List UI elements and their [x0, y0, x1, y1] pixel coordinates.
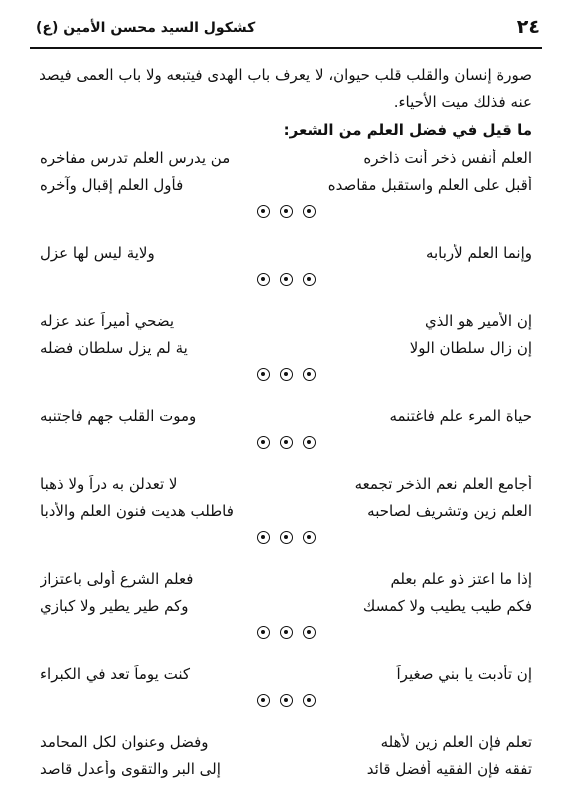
- ornament-separator: [40, 268, 532, 295]
- verse-second-hemistich: من يدرس العلم تدرس مفاخره: [40, 149, 231, 167]
- verse-line: [40, 309, 532, 336]
- verse-line: [40, 730, 532, 757]
- poem-block: [40, 662, 532, 716]
- verse-second-hemistich: فاطلب هديت فنون العلم والأدبا: [40, 502, 234, 520]
- flower-ornament-icon: [303, 531, 316, 544]
- verse-first-hemistich: حياة المرء علم فاغتنمه: [389, 407, 532, 425]
- verse-second-hemistich: ية لم يزل سلطان فضله: [40, 339, 188, 357]
- flower-ornament-icon: [303, 694, 316, 707]
- verse-second-hemistich: إلى البر والتقوى وأعدل قاصد: [40, 760, 221, 778]
- verse-line: [40, 173, 532, 200]
- verse-line: [40, 146, 532, 173]
- verse-first-hemistich: أجامع العلم نعم الذخر تجمعه: [354, 475, 532, 493]
- prose-paragraph: [40, 62, 532, 116]
- flower-ornament-icon: [280, 368, 293, 381]
- ornament-separator: [40, 363, 532, 390]
- flower-ornament-icon: [257, 273, 270, 286]
- verse-second-hemistich: وكم طير يطير ولا كبازي: [40, 597, 189, 615]
- stanza-gap: [40, 553, 532, 567]
- verse-line: [40, 567, 532, 594]
- section-heading: ما قيل في فضل العلم من الشعر:: [283, 121, 532, 139]
- verse-second-hemistich: كنت يوماً تعد في الكبراء: [40, 665, 190, 683]
- stanza-gap: [40, 227, 532, 241]
- stanza-gap: [40, 648, 532, 662]
- flower-ornament-icon: [303, 205, 316, 218]
- flower-ornament-icon: [280, 626, 293, 639]
- verse-first-hemistich: تعلم فإن العلم زين لأهله: [380, 733, 532, 751]
- verse-first-hemistich: تفقه فإن الفقيه أفضل قائد: [366, 760, 532, 778]
- poem-block: [40, 241, 532, 295]
- header-rule: [30, 47, 542, 49]
- stanza-gap: [40, 716, 532, 730]
- running-title: كشكول السيد محسن الأمين (ع): [36, 20, 256, 36]
- flower-ornament-icon: [257, 368, 270, 381]
- ornament-separator: [40, 621, 532, 648]
- poems-list: [40, 146, 532, 784]
- verse-line: [40, 472, 532, 499]
- verse-line: [40, 594, 532, 621]
- poem-block: [40, 472, 532, 553]
- verse-second-hemistich: ولاية ليس لها عزل: [40, 244, 155, 262]
- stanza-gap: [40, 458, 532, 472]
- verse-line: [40, 499, 532, 526]
- verse-first-hemistich: العلم زين وتشريف لصاحبه: [367, 502, 532, 520]
- poem-block: [40, 146, 532, 227]
- verse-second-hemistich: وفضل وعنوان لكل المحامد: [40, 733, 209, 751]
- verse-first-hemistich: العلم أنفس ذخر أنت ذاخره: [363, 149, 532, 167]
- flower-ornament-icon: [303, 436, 316, 449]
- verse-first-hemistich: إن زال سلطان الولا: [409, 339, 532, 357]
- flower-ornament-icon: [280, 436, 293, 449]
- page-number: ٢٤: [516, 16, 540, 38]
- poem-block: [40, 404, 532, 458]
- verse-line: [40, 404, 532, 431]
- verse-line: [40, 336, 532, 363]
- prose-line: صورة إنسان والقلب قلب حيوان، لا يعرف باب الهدى فيتبعه ولا باب العمى فيصد: [39, 66, 532, 84]
- flower-ornament-icon: [280, 694, 293, 707]
- ornament-separator: [40, 431, 532, 458]
- flower-ornament-icon: [257, 626, 270, 639]
- prose-line: عنه فذلك ميت الأحياء.: [393, 93, 532, 111]
- flower-ornament-icon: [303, 626, 316, 639]
- verse-first-hemistich: وإنما العلم لأربابه: [425, 244, 532, 262]
- verse-first-hemistich: إذا ما اعتز ذو علم بعلم: [390, 570, 532, 588]
- verse-first-hemistich: إن الأمير هو الذي: [424, 312, 532, 330]
- poem-block: [40, 730, 532, 784]
- flower-ornament-icon: [257, 531, 270, 544]
- flower-ornament-icon: [257, 694, 270, 707]
- flower-ornament-icon: [257, 205, 270, 218]
- verse-second-hemistich: فعلم الشرع أولى باعتزاز: [40, 570, 194, 588]
- verse-line: [40, 662, 532, 689]
- verse-second-hemistich: فأول العلم إقبال وآخره: [40, 176, 184, 194]
- verse-second-hemistich: لا تعدلن به دراً ولا ذهبا: [40, 475, 178, 493]
- verse-first-hemistich: أقبل على العلم واستقبل مقاصده: [327, 176, 532, 194]
- flower-ornament-icon: [303, 273, 316, 286]
- verse-line: [40, 241, 532, 268]
- verse-line: [40, 757, 532, 784]
- stanza-gap: [40, 295, 532, 309]
- page-header: [30, 14, 542, 48]
- flower-ornament-icon: [280, 531, 293, 544]
- verse-second-hemistich: وموت القلب جهم فاجتنبه: [40, 407, 197, 425]
- poem-block: [40, 309, 532, 390]
- flower-ornament-icon: [280, 205, 293, 218]
- flower-ornament-icon: [303, 368, 316, 381]
- ornament-separator: [40, 200, 532, 227]
- poem-block: [40, 567, 532, 648]
- ornament-separator: [40, 689, 532, 716]
- stanza-gap: [40, 390, 532, 404]
- flower-ornament-icon: [257, 436, 270, 449]
- ornament-separator: [40, 526, 532, 553]
- verse-first-hemistich: إن تأدبت يا بني صغيراً: [396, 665, 532, 683]
- verse-first-hemistich: فكم طيب يطيب ولا كمسك: [362, 597, 532, 615]
- flower-ornament-icon: [280, 273, 293, 286]
- verse-second-hemistich: يضحي أميراً عند عزله: [40, 312, 175, 330]
